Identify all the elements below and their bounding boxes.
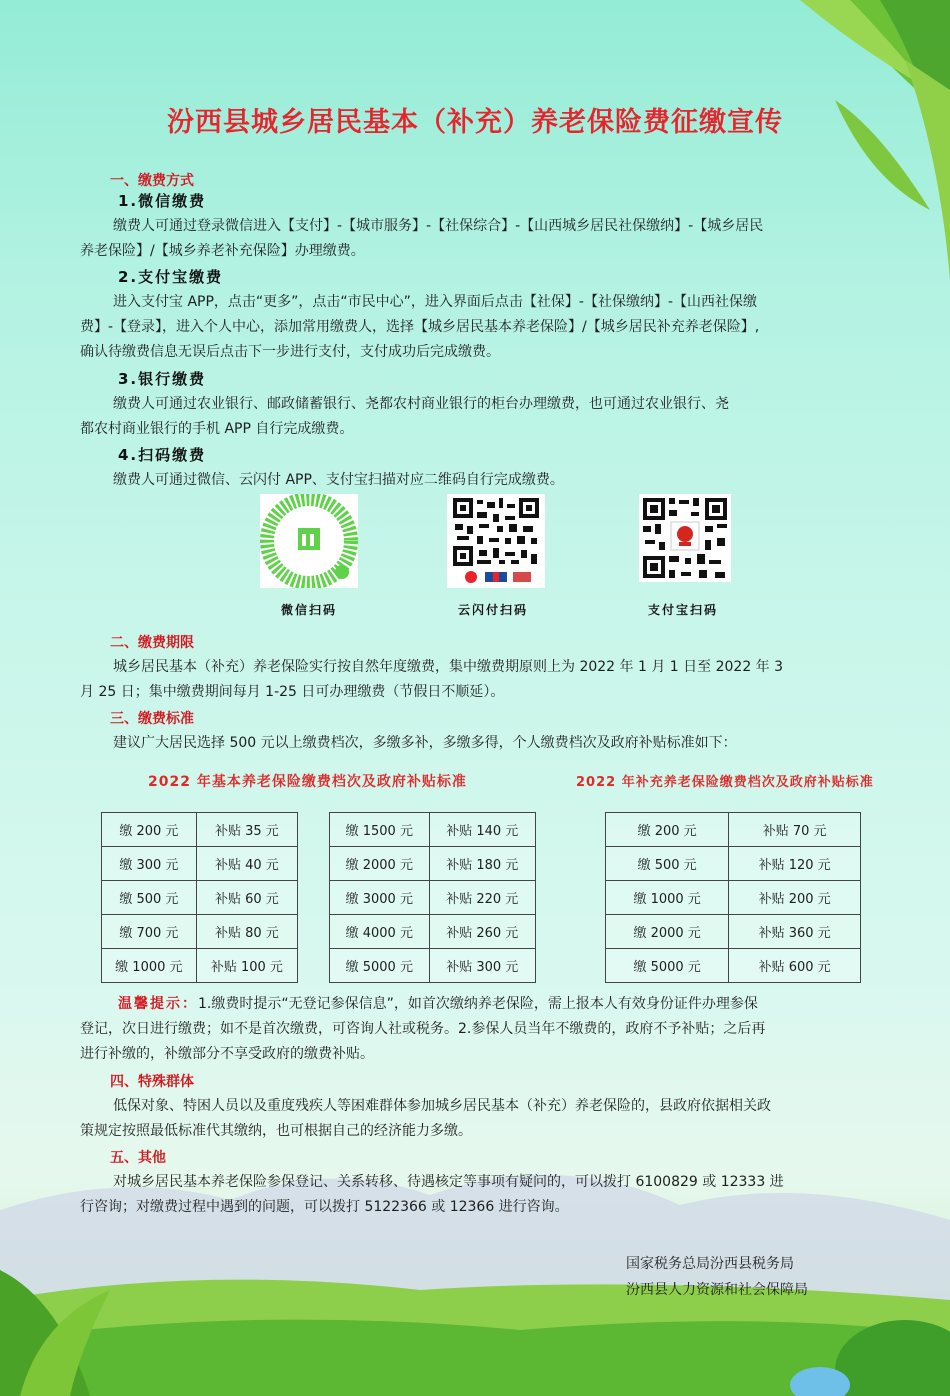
unionpay-qr-code[interactable]: [447, 494, 545, 588]
payment-cell: 缴 5000 元: [330, 949, 430, 983]
subsidy-cell: 补贴 600 元: [729, 949, 861, 983]
scan-line-1: 缴费人可通过微信、云闪付 APP、支付宝扫描对应二维码自行完成缴费。: [113, 472, 564, 488]
table-row: [102, 813, 298, 847]
section-5-line-2: 行咨询；对缴费过程中遇到的问题，可以拨打 5122366 或 12366 进行咨询。: [80, 1199, 569, 1215]
table-row: [606, 915, 861, 949]
wechat-qr-code[interactable]: [260, 494, 358, 588]
subsidy-cell: 补贴 70 元: [729, 813, 861, 847]
page-title: 汾西县城乡居民基本（补充）养老保险费征缴宣传: [167, 107, 783, 138]
tips-label: 温馨提示：: [118, 996, 198, 1012]
payment-cell: 缴 700 元: [102, 915, 197, 949]
subsidy-cell: 补贴 140 元: [429, 813, 535, 847]
section-5-heading: 五、其他: [110, 1150, 166, 1166]
section-4-line-1: 低保对象、特困人员以及重度残疾人等困难群体参加城乡居民基本（补充）养老保险的，县政府依据相关政: [113, 1098, 771, 1114]
subsidy-cell: 补贴 220 元: [429, 881, 535, 915]
tips-line-3: 进行补缴的，补缴部分不享受政府的缴费补贴。: [80, 1046, 374, 1062]
table-row: [102, 881, 298, 915]
payment-cell: 缴 500 元: [606, 847, 729, 881]
bank-method-text: [80, 392, 880, 442]
alipay-qr-label: 支付宝扫码: [647, 603, 718, 617]
tips-line-1-row: [80, 992, 880, 1017]
subsidy-cell: 补贴 120 元: [729, 847, 861, 881]
section-2-line-2: 月 25 日；集中缴费期间每月 1-25 日可办理缴费（节假日不顺延）。: [80, 684, 505, 700]
subsidy-cell: 补贴 80 元: [196, 915, 297, 949]
section-5-line-1: 对城乡居民基本养老保险参保登记、关系转移、待遇核定等事项有疑问的，可以拨打 6100829 或 12333 进: [113, 1174, 784, 1190]
footer-signature: [626, 1251, 808, 1303]
alipay-method-heading: 2.支付宝缴费: [118, 268, 224, 286]
supplementary-table: [605, 812, 861, 983]
basic-table-left: [101, 812, 298, 983]
payment-cell: 缴 5000 元: [606, 949, 729, 983]
payment-cell: 缴 2000 元: [606, 915, 729, 949]
basic-table-right: [329, 812, 536, 983]
table-row: [102, 915, 298, 949]
subsidy-cell: 补贴 200 元: [729, 881, 861, 915]
table-row: [102, 847, 298, 881]
wechat-qr-label: 微信扫码: [280, 603, 337, 617]
wechat-method-heading: 1.微信缴费: [118, 192, 207, 210]
table-row: [330, 881, 536, 915]
table-row: [606, 949, 861, 983]
subsidy-cell: 补贴 180 元: [429, 847, 535, 881]
bank-method-heading: 3.银行缴费: [118, 370, 207, 388]
table-row: [606, 881, 861, 915]
section-4-line-2: 策规定按照最低标准代其缴纳，也可根据自己的经济能力多缴。: [80, 1123, 472, 1139]
bank-line-1: 缴费人可通过农业银行、邮政储蓄银行、尧都农村商业银行的柜台办理缴费，也可通过农业银行、尧: [113, 396, 729, 412]
footer-org-tax: 国家税务总局汾西县税务局: [626, 1256, 794, 1272]
tips-line-2: 登记，次日进行缴费；如不是首次缴费，可咨询人社或税务。2.参保人员当年不缴费的，政府不予补贴；之后再: [80, 1021, 766, 1037]
alipay-line-3: 确认待缴费信息无误后点击下一步进行支付，支付成功后完成缴费。: [80, 344, 500, 360]
table-row: [330, 847, 536, 881]
subsidy-cell: 补贴 100 元: [196, 949, 297, 983]
section-3-line-1: 建议广大居民选择 500 元以上缴费档次，多缴多补，多缴多得，个人缴费档次及政府补贴标准如下：: [113, 735, 737, 751]
alipay-method-text: [80, 290, 880, 365]
wechat-method-text: [80, 214, 880, 264]
unionpay-qr-label: 云闪付扫码: [457, 603, 528, 617]
section-3-heading: 三、缴费标准: [110, 711, 194, 727]
payment-cell: 缴 300 元: [102, 847, 197, 881]
payment-cell: 缴 1000 元: [606, 881, 729, 915]
payment-cell: 缴 200 元: [102, 813, 197, 847]
subsidy-cell: 补贴 60 元: [196, 881, 297, 915]
payment-cell: 缴 1000 元: [102, 949, 197, 983]
alipay-line-2: 费】-【登录】，进入个人中心，添加常用缴费人，选择【城乡居民基本养老保险】/【城乡居民补充养老保险】,: [80, 319, 760, 335]
table-row: [606, 813, 861, 847]
supplementary-table-title: 2022 年补充养老保险缴费档次及政府补贴标准: [576, 775, 874, 790]
section-2-text: [80, 655, 880, 705]
scan-method-heading: 4.扫码缴费: [118, 446, 207, 464]
alipay-line-1: 进入支付宝 APP，点击“更多”，点击“市民中心”，进入界面后点击【社保】-【社保缴纳】-【山西社保缴: [113, 294, 758, 310]
table-row: [330, 949, 536, 983]
wechat-line-2: 养老保险】/【城乡养老补充保险】办理缴费。: [80, 243, 365, 259]
payment-cell: 缴 2000 元: [330, 847, 430, 881]
payment-cell: 缴 1500 元: [330, 813, 430, 847]
subsidy-cell: 补贴 35 元: [196, 813, 297, 847]
section-4-text: [80, 1094, 880, 1144]
subsidy-cell: 补贴 360 元: [729, 915, 861, 949]
subsidy-cell: 补贴 40 元: [196, 847, 297, 881]
subsidy-cell: 补贴 260 元: [429, 915, 535, 949]
section-5-text: [80, 1170, 880, 1220]
section-1-heading: 一、缴费方式: [110, 173, 194, 189]
payment-cell: 缴 500 元: [102, 881, 197, 915]
payment-cell: 缴 3000 元: [330, 881, 430, 915]
table-row: [102, 949, 298, 983]
basic-table-title: 2022 年基本养老保险缴费档次及政府补贴标准: [148, 774, 467, 790]
footer-org-hr: 汾西县人力资源和社会保障局: [626, 1282, 808, 1298]
bank-line-2: 都农村商业银行的手机 APP 自行完成缴费。: [80, 421, 354, 437]
section-4-heading: 四、特殊群体: [110, 1074, 194, 1090]
tips-line-1: 1.缴费时提示“无登记参保信息”，如首次缴纳养老保险，需上报本人有效身份证件办理参保: [198, 996, 758, 1012]
section-2-heading: 二、缴费期限: [110, 635, 194, 651]
table-row: [330, 813, 536, 847]
payment-cell: 缴 200 元: [606, 813, 729, 847]
section-2-line-1: 城乡居民基本（补充）养老保险实行按自然年度缴费，集中缴费期原则上为 2022 年 1 月 1 日至 2022 年 3: [113, 659, 784, 675]
subsidy-cell: 补贴 300 元: [429, 949, 535, 983]
alipay-qr-code[interactable]: [639, 494, 731, 582]
tips-block: [80, 992, 880, 1067]
payment-cell: 缴 4000 元: [330, 915, 430, 949]
table-row: [330, 915, 536, 949]
table-row: [606, 847, 861, 881]
wechat-line-1: 缴费人可通过登录微信进入【支付】-【城市服务】-【社保综合】-【山西城乡居民社保缴纳】-【城乡居民: [113, 218, 764, 234]
